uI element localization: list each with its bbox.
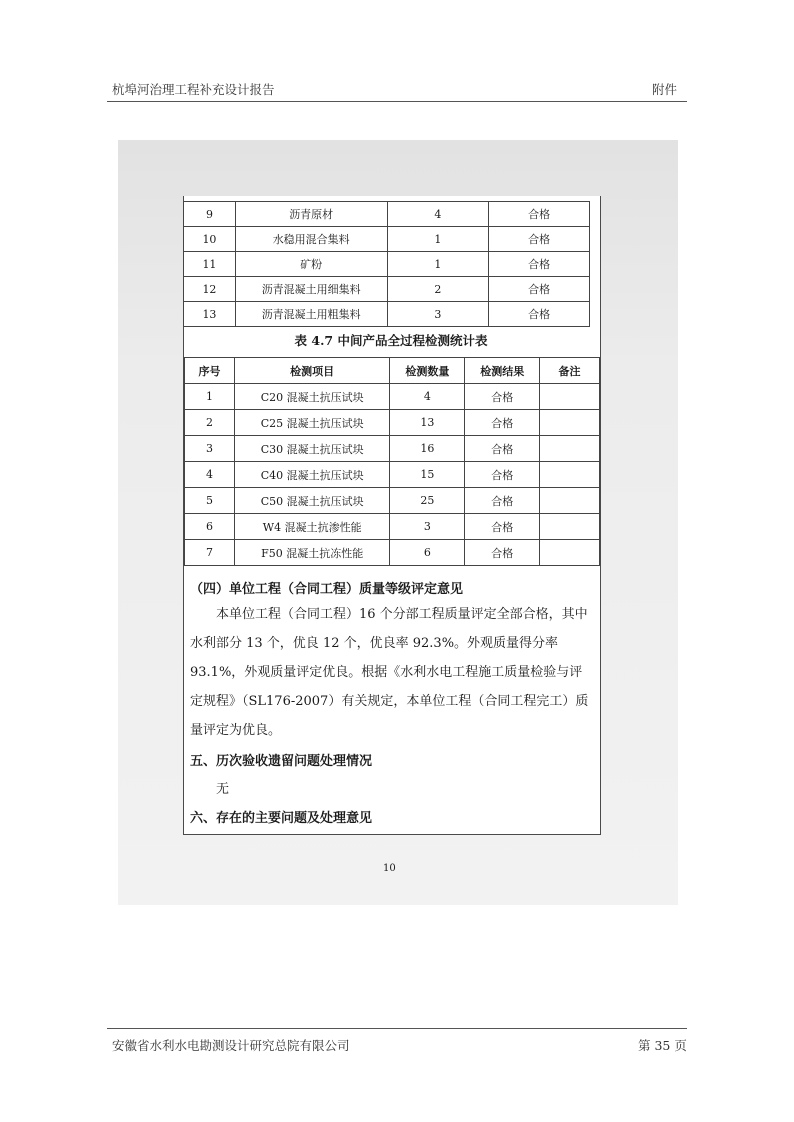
header-right: 附件 bbox=[652, 82, 678, 97]
table-cell: C50 混凝土抗压试块 bbox=[234, 488, 390, 514]
column-header: 检测数量 bbox=[390, 358, 465, 384]
table-row bbox=[185, 514, 600, 540]
table-cell bbox=[540, 514, 600, 540]
table-cell: 合格 bbox=[465, 436, 540, 462]
table-cell: 3 bbox=[387, 302, 489, 327]
table-cell: 3 bbox=[185, 436, 235, 462]
table-cell: 合格 bbox=[465, 488, 540, 514]
table-row bbox=[184, 302, 590, 327]
table-cell: F50 混凝土抗冻性能 bbox=[234, 540, 390, 566]
table-row bbox=[184, 277, 590, 302]
table-cell: 合格 bbox=[489, 252, 590, 277]
table-cell: W4 混凝土抗渗性能 bbox=[234, 514, 390, 540]
table-cell: 4 bbox=[390, 384, 465, 410]
table-row bbox=[185, 436, 600, 462]
table-cell: C30 混凝土抗压试块 bbox=[234, 436, 390, 462]
table-cell: C20 混凝土抗压试块 bbox=[234, 384, 390, 410]
section6-heading: 六、存在的主要问题及处理意见 bbox=[190, 811, 373, 826]
header-rule bbox=[107, 101, 687, 102]
table-cell: 10 bbox=[184, 227, 236, 252]
footer-rule bbox=[107, 1028, 687, 1029]
table-cell: 合格 bbox=[465, 410, 540, 436]
column-header: 序号 bbox=[185, 358, 235, 384]
table-cell bbox=[540, 436, 600, 462]
column-header: 备注 bbox=[540, 358, 600, 384]
table-cell: 25 bbox=[390, 488, 465, 514]
table-cell: 合格 bbox=[489, 302, 590, 327]
table-cell: 6 bbox=[390, 540, 465, 566]
section4-heading: （四）单位工程（合同工程）质量等级评定意见 bbox=[190, 582, 464, 597]
table-cell: 沥青混凝土用细集料 bbox=[235, 277, 387, 302]
table-cell: 5 bbox=[185, 488, 235, 514]
section5-heading: 五、历次验收遗留问题处理情况 bbox=[190, 754, 373, 769]
table-cell: 13 bbox=[390, 410, 465, 436]
table-cell: 4 bbox=[387, 202, 489, 227]
footer-right: 第 35 页 bbox=[638, 1038, 687, 1053]
table-cell: 11 bbox=[184, 252, 236, 277]
table-cell: C40 混凝土抗压试块 bbox=[234, 462, 390, 488]
table-row bbox=[185, 540, 600, 566]
section5-text: 无 bbox=[216, 782, 230, 797]
table-cell: 9 bbox=[184, 202, 236, 227]
table-cell: 12 bbox=[184, 277, 236, 302]
table-cell: 合格 bbox=[465, 514, 540, 540]
table-row bbox=[184, 252, 590, 277]
column-header: 检测项目 bbox=[234, 358, 390, 384]
table-cell: 合格 bbox=[465, 462, 540, 488]
table-cell: 16 bbox=[390, 436, 465, 462]
table-caption: 表 4.7 中间产品全过程检测统计表 bbox=[294, 333, 488, 348]
table-cell: 15 bbox=[390, 462, 465, 488]
table-cell bbox=[540, 462, 600, 488]
footer-left: 安徽省水利水电勘测设计研究总院有限公司 bbox=[112, 1038, 350, 1053]
table-header-row bbox=[185, 358, 600, 384]
table-cell: 合格 bbox=[465, 540, 540, 566]
table-cell: 1 bbox=[387, 252, 489, 277]
table-cell: 7 bbox=[185, 540, 235, 566]
intermediate-product-table bbox=[184, 357, 600, 566]
section4-paragraph: 本单位工程（合同工程）16 个分部工程质量评定全部合格，其中水利部分 13 个，优良 12 个，优良率 92.3%。外观质量得分率 93.1%，外观质量评定优良。根据《水利水电工程施工质量检验与评定规程》（SL176-2007）有关规定，本单位工程（合同工程完工）质量评定为优良。 bbox=[190, 607, 589, 738]
table-cell: 3 bbox=[390, 514, 465, 540]
table-cell: 1 bbox=[387, 227, 489, 252]
table-row bbox=[185, 410, 600, 436]
material-test-table bbox=[183, 201, 590, 327]
table-cell: 合格 bbox=[465, 384, 540, 410]
table-cell: 合格 bbox=[489, 227, 590, 252]
table-cell: 合格 bbox=[489, 277, 590, 302]
table-cell bbox=[540, 384, 600, 410]
table-cell bbox=[540, 540, 600, 566]
table-row bbox=[184, 202, 590, 227]
table-cell: 13 bbox=[184, 302, 236, 327]
table-cell: 水稳用混合集料 bbox=[235, 227, 387, 252]
table-cell: 2 bbox=[387, 277, 489, 302]
table-cell bbox=[540, 410, 600, 436]
table-cell: 合格 bbox=[489, 202, 590, 227]
column-header: 检测结果 bbox=[465, 358, 540, 384]
table-cell: 4 bbox=[185, 462, 235, 488]
table-cell: C25 混凝土抗压试块 bbox=[234, 410, 390, 436]
header-title: 杭埠河治理工程补充设计报告 bbox=[112, 82, 275, 97]
table-row bbox=[185, 384, 600, 410]
table-cell: 6 bbox=[185, 514, 235, 540]
table-cell: 2 bbox=[185, 410, 235, 436]
table-cell: 沥青混凝土用粗集料 bbox=[235, 302, 387, 327]
table-cell: 沥青原材 bbox=[235, 202, 387, 227]
table-row bbox=[184, 227, 590, 252]
table-cell: 矿粉 bbox=[235, 252, 387, 277]
table-row bbox=[185, 462, 600, 488]
table-cell: 1 bbox=[185, 384, 235, 410]
inner-page-number: 10 bbox=[383, 863, 396, 874]
table-row bbox=[185, 488, 600, 514]
table-cell bbox=[540, 488, 600, 514]
